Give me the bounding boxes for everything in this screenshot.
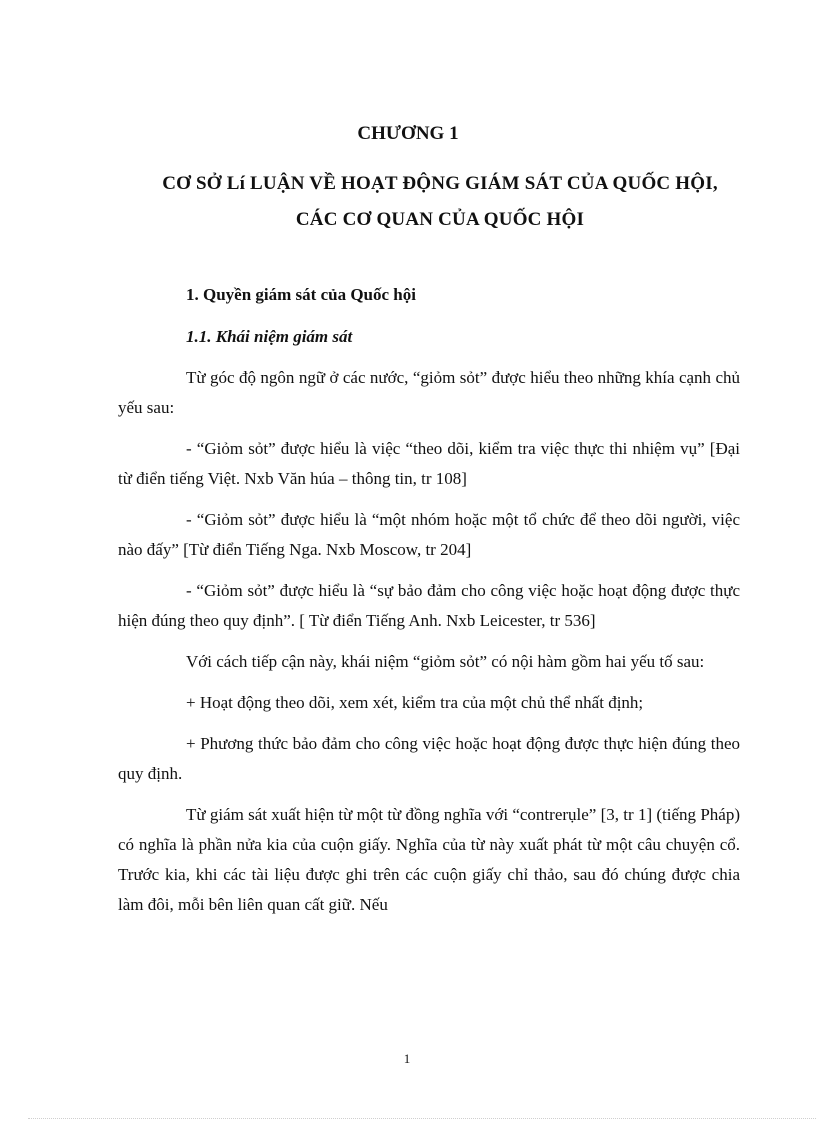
- chapter-subtitle: CƠ SỞ Lí LUẬN VỀ HOẠT ĐỘNG GIÁM SÁT CỦA QUỐC HỘI, CÁC CƠ QUAN CỦA QUỐC HỘI: [162, 173, 718, 230]
- page-bottom-divider: [28, 1118, 816, 1119]
- paragraph: - “Giỏm sỏt” được hiểu là “một nhóm hoặc một tổ chức để theo dõi người, việc nào đấy” [Từ điển Tiếng Nga. Nxb Moscow, tr 204]: [118, 510, 740, 559]
- paragraph: + Phương thức bảo đảm cho công việc hoặc hoạt động được thực hiện đúng theo quy định.: [118, 734, 740, 783]
- paragraph: Từ giám sát xuất hiện từ một từ đồng nghĩa với “contrerụle” [3, tr 1] (tiếng Pháp) có nghĩa là phần nửa kia của cuộn giấy. Nghĩa của từ này xuất phát từ một câu chuyện cổ. Trước kia, khi các tài liệu được ghi trên các cuộn giấy chỉ thảo, sau đó chúng được chia làm đôi, mỗi bên liên quan cất giữ. Nếu: [118, 805, 740, 914]
- paragraph: + Hoạt động theo dõi, xem xét, kiểm tra của một chủ thể nhất định;: [186, 693, 644, 712]
- document-body: [118, 280, 740, 920]
- chapter-title: CHƯƠNG 1: [357, 123, 459, 144]
- paragraph: - “Giỏm sỏt” được hiểu là “sự bảo đảm cho công việc hoặc hoạt động được thực hiện đúng theo quy định”. [ Từ điển Tiếng Anh. Nxb Leicester, tr 536]: [118, 581, 740, 630]
- page-number: 1: [403, 1051, 411, 1066]
- section-heading: 1. Quyền giám sát của Quốc hội: [186, 285, 416, 304]
- paragraph: Với cách tiếp cận này, khái niệm “giỏm sỏt” có nội hàm gồm hai yếu tố sau:: [186, 652, 705, 671]
- subsection-heading: 1.1. Khái niệm giám sát: [186, 327, 353, 346]
- paragraph: - “Giỏm sỏt” được hiểu là việc “theo dõi, kiểm tra việc thực thi nhiệm vụ” [Đại từ điển tiếng Việt. Nxb Văn húa – thông tin, tr 108]: [118, 439, 740, 488]
- paragraph: Từ góc độ ngôn ngữ ở các nước, “giỏm sỏt” được hiểu theo những khía cạnh chủ yếu sau:: [118, 368, 740, 417]
